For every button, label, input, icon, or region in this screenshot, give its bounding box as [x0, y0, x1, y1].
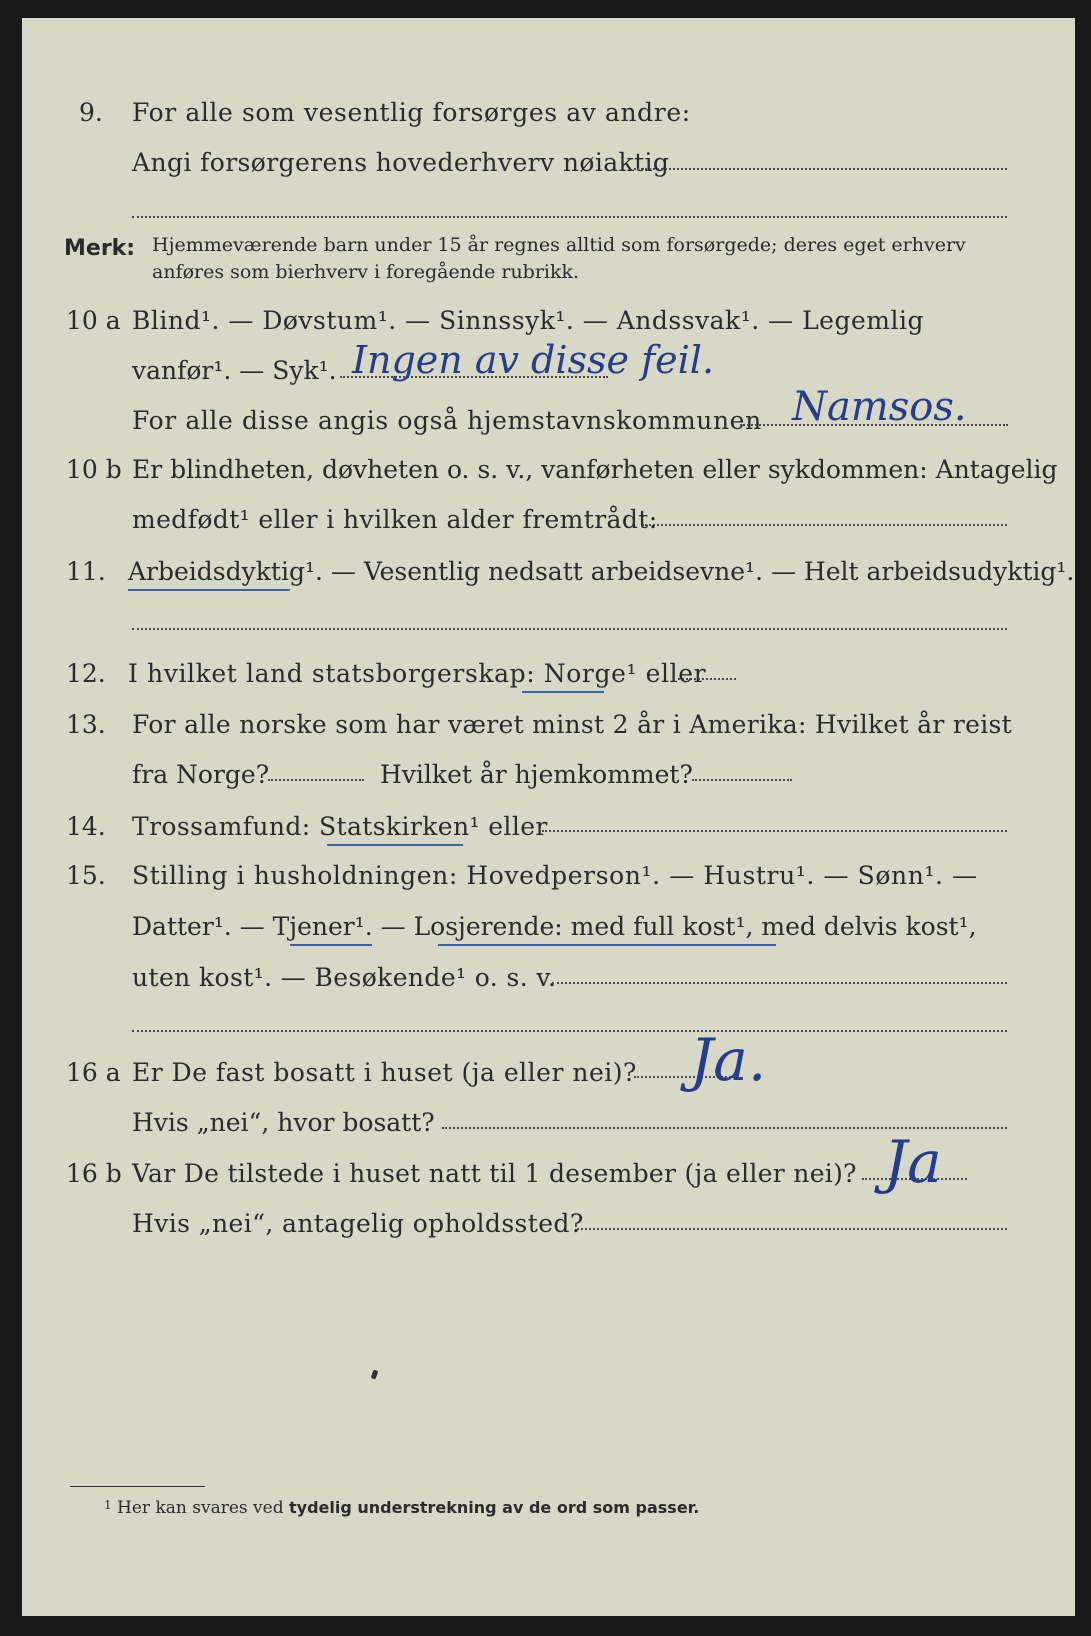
q11-line1: Arbeidsdyktig¹. — Vesentlig nedsatt arbeidsevne¹. — Helt arbeidsudyktig¹. — [128, 557, 1075, 586]
q16a-line2: Hvis „nei“, hvor bosatt? — [132, 1108, 435, 1137]
q16b-line2: Hvis „nei“, antagelig opholdssted? — [132, 1209, 584, 1238]
q10a-number: 10 a — [66, 306, 121, 335]
q14-number: 14. — [66, 812, 106, 841]
q13-line1: For alle norske som har været minst 2 år i Amerika: Hvilket år reist — [132, 710, 1013, 739]
footnote-rule — [70, 1486, 205, 1487]
q11-answer-line — [132, 628, 1007, 630]
q9-answer-line — [634, 168, 1007, 170]
q10b-number: 10 b — [66, 455, 122, 484]
q14-answer-line — [542, 830, 1007, 832]
q15-number: 15. — [66, 861, 106, 890]
footnote — [104, 1498, 699, 1518]
q13-hjemkommet-line — [692, 779, 792, 781]
merk-line1: Hjemmeværende barn under 15 år regnes alltid som forsørgede; deres eget erhverv — [152, 234, 966, 256]
q11-number: 11. — [66, 557, 106, 586]
q16a-number: 16 a — [66, 1058, 121, 1087]
q13-number: 13. — [66, 710, 106, 739]
q15-line3: uten kost¹. — Besøkende¹ o. s. v. — [132, 963, 557, 992]
q10a-line2: vanfør¹. — Syk¹. — [132, 356, 337, 385]
q15-tjener-underline — [290, 944, 372, 946]
q10b-line1: Er blindheten, døvheten o. s. v., vanførheten eller sykdommen: Antagelig — [132, 455, 1058, 484]
q9-number: 9. — [79, 98, 103, 127]
q15-answer-line-2 — [132, 1030, 1007, 1032]
census-form-page — [22, 18, 1075, 1616]
q16b-number: 16 b — [66, 1159, 122, 1188]
q15-line2: Datter¹. — Tjener¹. — Losjerende: med full kost¹, med delvis kost¹, — [132, 912, 977, 941]
q10b-answer-line — [642, 524, 1007, 526]
q12-line1: I hvilket land statsborgerskap: Norge¹ eller — [128, 659, 707, 688]
q12-norge-underline — [522, 691, 604, 693]
q12-number: 12. — [66, 659, 106, 688]
q13-line2a: fra Norge? — [132, 760, 270, 789]
merk-line2: anføres som bierhverv i foregående rubrikk. — [152, 261, 580, 283]
q15-line1: Stilling i husholdningen: Hovedperson¹. — Hustru¹. — Sønn¹. — — [132, 861, 978, 890]
q9-line1: For alle som vesentlig forsørges av andre: — [132, 98, 691, 127]
q16a-line1: Er De fast bosatt i huset (ja eller nei)? — [132, 1058, 637, 1087]
q14-line1: Trossamfund: Statskirken¹ eller — [132, 812, 548, 841]
q16a-handwritten-answer: Ja. — [690, 1026, 767, 1094]
q16b-handwritten-answer: Ja — [884, 1128, 942, 1196]
q10a-handwritten-answer: Ingen av disse feil. — [352, 338, 715, 382]
merk-label: Merk: — [64, 236, 136, 261]
footnote-mark: 1 — [104, 1498, 112, 1512]
q14-statskirken-underline — [327, 844, 463, 846]
q9-line2: Angi forsørgerens hovederhverv nøiaktig — [132, 148, 670, 177]
footnote-text: Her kan svares ved — [117, 1498, 284, 1518]
q10b-line2: medfødt¹ eller i hvilken alder fremtrådt: — [132, 505, 658, 534]
q13-line2b: Hvilket år hjemkommet? — [380, 760, 693, 789]
q15-losjerende-underline — [438, 944, 776, 946]
q16b-line1: Var De tilstede i huset natt til 1 desember (ja eller nei)? — [132, 1159, 857, 1188]
ink-speck — [371, 1369, 379, 1379]
q10a-line3: For alle disse angis også hjemstavnskommunen — [132, 406, 762, 435]
q10a-handwritten-kommune: Namsos. — [792, 384, 967, 430]
footnote-bold-text: tydelig understrekning av de ord som passer. — [288, 1498, 700, 1517]
q13-reist-line — [268, 779, 364, 781]
q11-arbeidsdyktig-underline — [128, 589, 290, 591]
q12-answer-line — [678, 678, 736, 680]
q9-answer-line-2 — [132, 216, 1007, 218]
q15-answer-line — [552, 982, 1007, 984]
q16b-opholdssted-line — [577, 1228, 1007, 1230]
q10a-line1: Blind¹. — Døvstum¹. — Sinnssyk¹. — Andssvak¹. — Legemlig — [132, 306, 924, 335]
